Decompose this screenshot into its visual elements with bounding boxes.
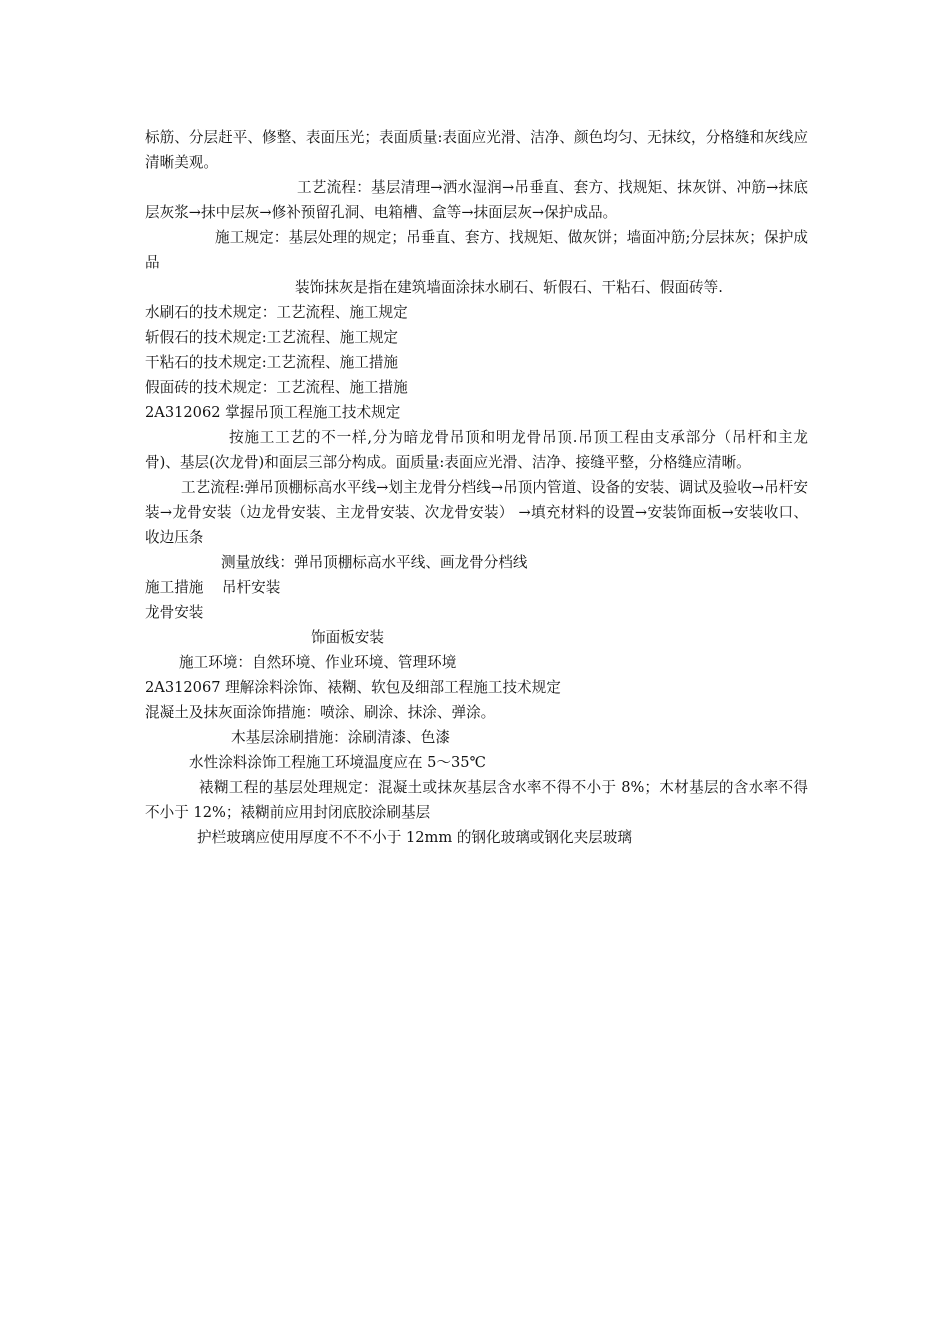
paragraph: 饰面板安装 [311,629,384,646]
paragraph: 施工环境：自然环境、作业环境、管理环境 [179,654,457,671]
paragraph: 标筋、分层赶平、修整、表面压光；表面质量:表面应光滑、洁净、颜色均匀、无抹纹，分格缝和灰线应清晰美观。 [145,129,808,171]
paragraph: 按施工工艺的不一样,分为暗龙骨吊顶和明龙骨吊顶.吊顶工程由支承部分（吊杆和主龙骨)、基层(次龙骨)和面层三部分构成。面质量:表面应光滑、洁净、接缝平整，分格缝应清晰。 [145,429,808,471]
paragraph: 干粘石的技术规定:工艺流程、施工措施 [145,354,399,371]
paragraph: 施工措施 吊杆安装 [145,579,281,596]
document-body [145,125,808,850]
paragraph: 水性涂料涂饰工程施工环境温度应在 5～35℃ [189,754,486,771]
paragraph: 工艺流程：基层清理→洒水湿润→吊垂直、套方、找规矩、抹灰饼、冲筋→抹底层灰浆→抹中层灰→修补预留孔洞、电箱槽、盒等→抹面层灰→保护成品。 [145,179,808,221]
paragraph: 混凝土及抹灰面涂饰措施：喷涂、刷涂、抹涂、弹涂。 [145,704,496,721]
paragraph: 裱糊工程的基层处理规定：混凝土或抹灰基层含水率不得不小于 8%；木材基层的含水率不得不小于 12%；裱糊前应用封闭底胶涂刷基层 [145,779,808,821]
paragraph: 木基层涂刷措施：涂刷清漆、色漆 [231,729,450,746]
section-heading: 2A312062 掌握吊顶工程施工技术规定 [145,404,401,421]
paragraph: 工艺流程:弹吊顶棚标高水平线→划主龙骨分档线→吊顶内管道、设备的安装、调试及验收→吊杆安装→龙骨安装（边龙骨安装、主龙骨安装、次龙骨安装） →填充材料的设置→安装饰面板→安装收口、收边压条 [145,479,808,546]
paragraph: 护栏玻璃应使用厚度不不不小于 12mm 的钢化玻璃或钢化夹层玻璃 [197,829,632,846]
paragraph: 假面砖的技术规定：工艺流程、施工措施 [145,379,408,396]
paragraph: 龙骨安装 [145,604,204,621]
section-heading: 2A312067 理解涂料涂饰、裱糊、软包及细部工程施工技术规定 [145,679,561,696]
paragraph: 水刷石的技术规定：工艺流程、施工规定 [145,304,408,321]
paragraph: 施工规定：基层处理的规定；吊垂直、套方、找规矩、做灰饼；墙面冲筋;分层抹灰；保护成品 [145,229,808,271]
paragraph: 装饰抹灰是指在建筑墙面涂抹水刷石、斩假石、干粘石、假面砖等. [295,279,723,296]
paragraph: 斩假石的技术规定:工艺流程、施工规定 [145,329,399,346]
paragraph: 测量放线：弹吊顶棚标高水平线、画龙骨分档线 [221,554,528,571]
